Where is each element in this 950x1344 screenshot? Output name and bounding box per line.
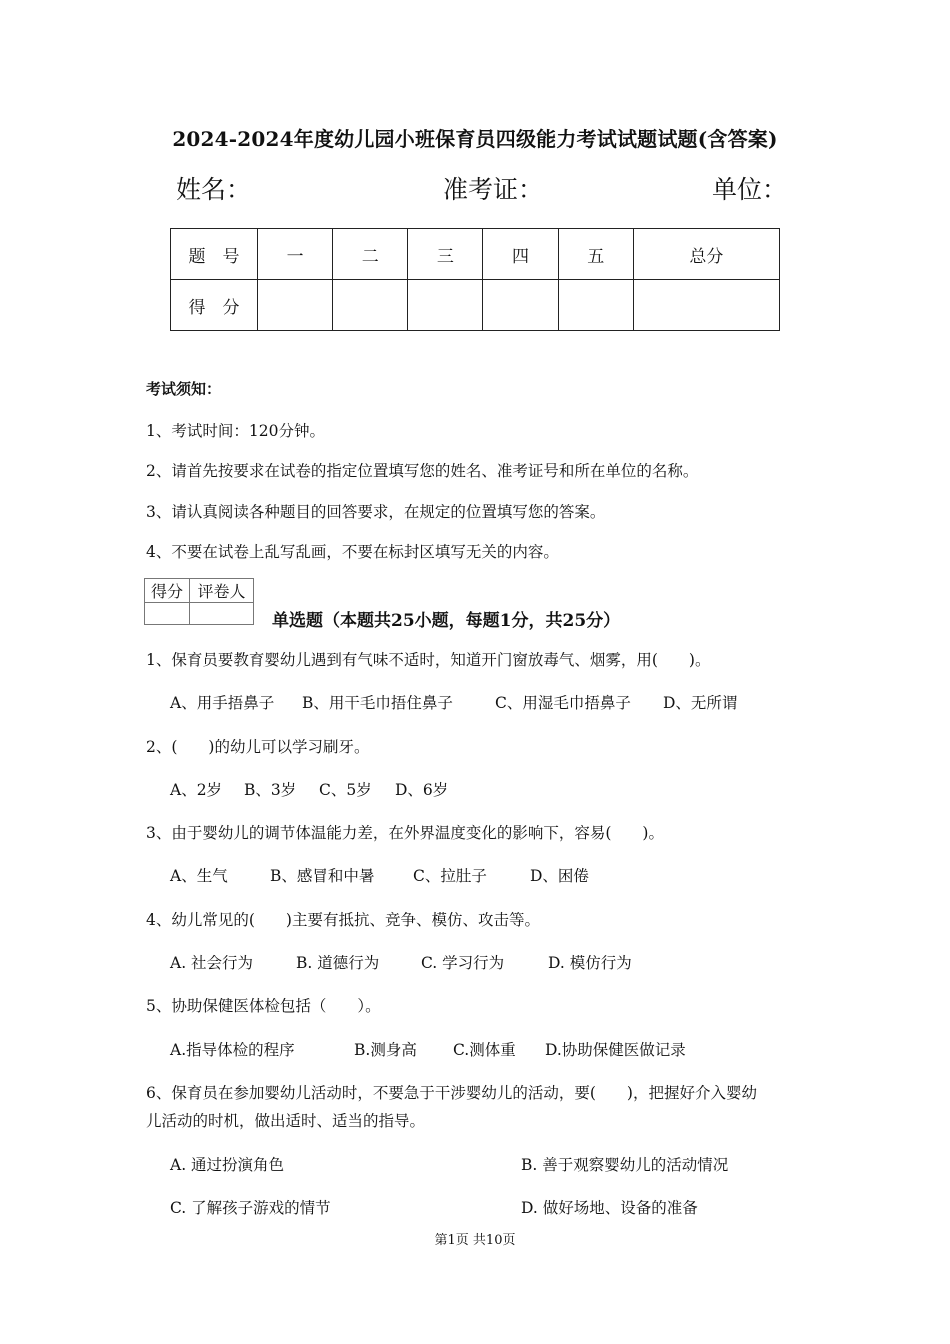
grader-box — [144, 578, 254, 625]
option: C、拉肚子 — [413, 867, 487, 885]
option: B. 道德行为 — [296, 954, 380, 972]
question-text: 6、保育员在参加婴幼儿活动时，不要急于干涉婴幼儿的活动，要( )，把握好介入婴幼 — [146, 1084, 757, 1102]
notice-item: 4、不要在试卷上乱写乱画，不要在标封区填写无关的内容。 — [146, 543, 559, 561]
grader-score-cell[interactable] — [145, 603, 190, 625]
header-cell: 五 — [558, 229, 633, 280]
score-table — [170, 228, 780, 331]
option: A.指导体检的程序 — [170, 1041, 295, 1059]
score-table-score-row — [171, 280, 780, 331]
question-text: 4、幼儿常见的( )主要有抵抗、竞争、模仿、攻击等。 — [146, 911, 540, 929]
option: D、困倦 — [530, 867, 589, 885]
score-cell[interactable] — [483, 280, 558, 331]
option: B、感冒和中暑 — [270, 867, 375, 885]
option: A、2岁 — [170, 781, 223, 799]
notice-heading: 考试须知： — [146, 380, 222, 398]
score-cell[interactable] — [558, 280, 633, 331]
header-cell: 三 — [408, 229, 483, 280]
option: D、无所谓 — [663, 694, 738, 712]
option: B、用干毛巾捂住鼻子 — [302, 694, 453, 712]
notice-item: 1、考试时间：120分钟。 — [146, 422, 325, 440]
option: B、3岁 — [244, 781, 297, 799]
notice-item: 3、请认真阅读各种题目的回答要求，在规定的位置填写您的答案。 — [146, 503, 606, 521]
exam-id-field-label: 准考证： — [443, 175, 544, 204]
header-cell: 一 — [258, 229, 333, 280]
page-title: 2024-2024年度幼儿园小班保育员四级能力考试试题试题(含答案) — [172, 127, 778, 151]
score-cell[interactable] — [408, 280, 483, 331]
option: C. 了解孩子游戏的情节 — [170, 1199, 331, 1217]
header-cell: 四 — [483, 229, 558, 280]
option: D.协助保健医做记录 — [545, 1041, 686, 1059]
question-text: 1、保育员要教育婴幼儿遇到有气味不适时，知道开门窗放毒气、烟雾，用( )。 — [146, 651, 711, 669]
option: B. 善于观察婴幼儿的活动情况 — [521, 1156, 729, 1174]
score-table-header-row — [171, 229, 780, 280]
option: A. 通过扮演角色 — [170, 1156, 285, 1174]
option: A、用手捂鼻子 — [170, 694, 275, 712]
score-cell[interactable] — [633, 280, 779, 331]
header-cell: 二 — [333, 229, 408, 280]
header-cell: 总分 — [633, 229, 779, 280]
option: C、用湿毛巾捂鼻子 — [495, 694, 631, 712]
question-text: 5、协助保健医体检包括（ ）。 — [146, 997, 381, 1015]
option: D. 模仿行为 — [548, 954, 632, 972]
grader-score-label: 得分 — [145, 579, 190, 603]
question-text: 3、由于婴幼儿的调节体温能力差，在外界温度变化的影响下，容易( )。 — [146, 824, 664, 842]
option: B.测身高 — [354, 1041, 417, 1059]
option: D. 做好场地、设备的准备 — [521, 1199, 698, 1217]
option: D、6岁 — [395, 781, 449, 799]
page-footer: 第1页 共10页 — [434, 1233, 516, 1248]
option: A、生气 — [170, 867, 228, 885]
grader-name-cell[interactable] — [190, 603, 254, 625]
question-text-continued: 儿活动的时机，做出适时、适当的指导。 — [146, 1112, 426, 1130]
notice-item: 2、请首先按要求在试卷的指定位置填写您的姓名、准考证号和所在单位的名称。 — [146, 462, 699, 480]
grader-name-label: 评卷人 — [190, 579, 254, 603]
option: C、5岁 — [319, 781, 372, 799]
question-text: 2、( )的幼儿可以学习刷牙。 — [146, 738, 370, 756]
header-cell: 题 号 — [171, 229, 258, 280]
option: C. 学习行为 — [421, 954, 505, 972]
score-cell[interactable] — [258, 280, 333, 331]
section-title: 单选题（本题共25小题，每题1分，共25分） — [272, 611, 621, 631]
row-label-cell: 得 分 — [171, 280, 258, 331]
name-field-label: 姓名： — [176, 175, 252, 204]
option: A. 社会行为 — [170, 954, 254, 972]
option: C.测体重 — [453, 1041, 516, 1059]
unit-field-label: 单位： — [712, 175, 788, 204]
score-cell[interactable] — [333, 280, 408, 331]
